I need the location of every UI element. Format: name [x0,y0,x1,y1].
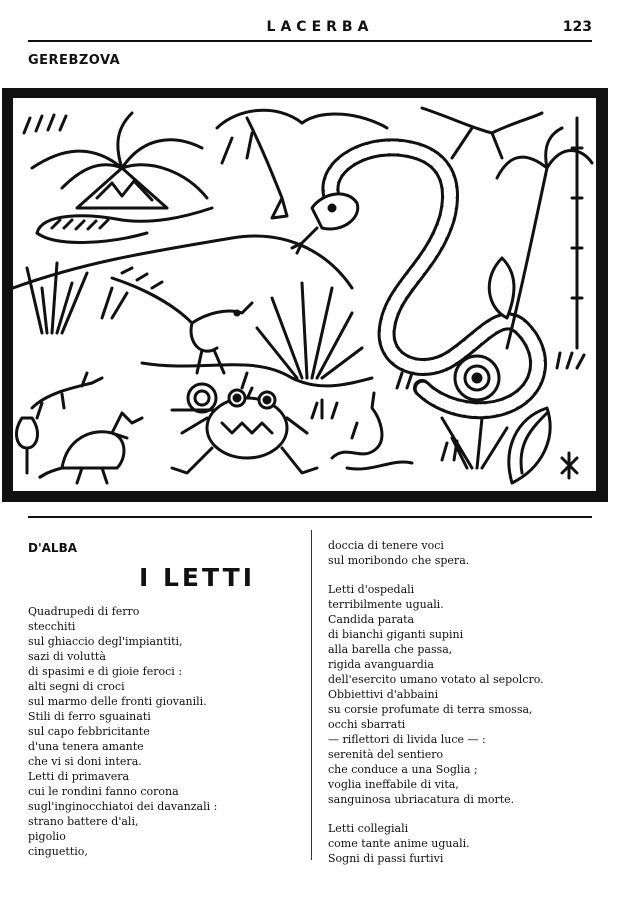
poem-line: sul moribondo che spera. [328,554,470,567]
poem-line: serenità del sentiero [328,748,444,761]
poem-line: cinguettio, [28,845,88,858]
poem-line: doccia di tenere voci [328,539,444,552]
poem-line: alla barella che passa, [328,643,453,656]
poem-line: strano battere d'ali, [28,815,139,828]
page-number: 123 [562,19,592,35]
poem-line: che conduce a una Soglia ; [328,763,478,776]
poem-line: Stili di ferro sguainati [28,710,151,723]
poem-line: Quadrupedi di ferro [28,605,140,618]
poem-line: che vi si doni intera. [28,755,142,768]
author-label: D'ALBA [28,541,78,555]
poem-line: Candida parata [328,613,415,626]
poem-column-left [28,604,303,859]
poem-line: Letti collegiali [328,822,409,835]
stanza-break [328,568,598,582]
journal-title: LACERBA [266,19,374,35]
poem-line: di spasimi e di gioie feroci : [28,665,183,678]
poem-line: stecchiti [28,620,76,633]
poem-line: come tante anime uguali. [328,837,470,850]
stanza-break [328,807,598,821]
poem-line: Letti di primavera [28,770,130,783]
poem-title: I LETTI [139,563,255,592]
poem-line: voglia ineffabile di vita, [328,778,459,791]
poem-line: — riflettori di livida luce — : [328,733,486,746]
poem-line: cui le rondini fanno corona [28,785,179,798]
poem-line: alti segni di croci [28,680,125,693]
artist-name: GEREBZOVA [28,53,121,68]
poem-line: Letti d'ospedali [328,583,415,596]
poem-line: occhi sbarrati [328,718,406,731]
poem-line: d'una tenera amante [28,740,144,753]
poem-line: rigida avanguardia [328,658,434,671]
poem-line: terribilmente uguali. [328,598,444,611]
section-rule [28,516,592,518]
poem-line: pigolio [28,830,66,843]
poem-line: dell'esercito umano votato al sepolcro. [328,673,544,686]
column-divider [311,530,312,860]
poem-line: su corsie profumate di terra smossa, [328,703,533,716]
poem-line: sul capo febbricitante [28,725,150,738]
poem-line: sanguinosa ubriacatura di morte. [328,793,515,806]
poem-line: sul ghiaccio degl'impiantiti, [28,635,183,648]
poem-line: sugl'inginocchiatoi dei davanzali : [28,800,218,813]
poem-line: Obbiettivi d'abbaini [328,688,439,701]
poem-line: sul marmo delle fronti giovanili. [28,695,207,708]
poem-line: di bianchi giganti supini [328,628,464,641]
header-rule [28,40,592,42]
poem-line: Sogni di passi furtivi [328,852,444,865]
woodcut-illustration [2,88,608,502]
poem-line: sazi di voluttà [28,650,106,663]
poem-column-right [328,538,598,866]
